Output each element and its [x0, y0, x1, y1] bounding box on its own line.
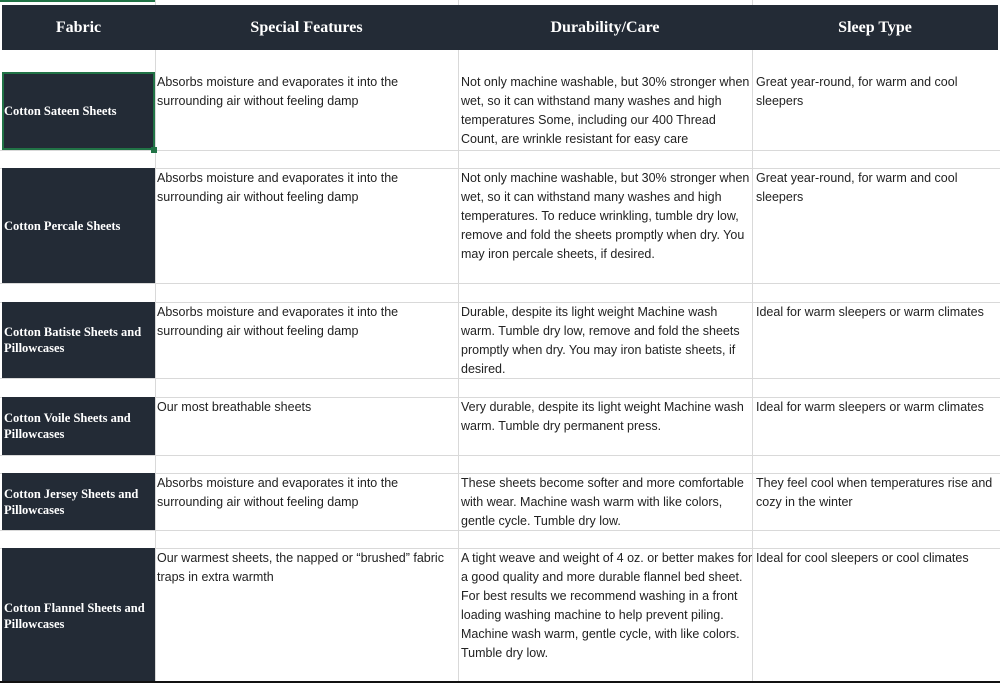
- features-cell[interactable]: Our most breathable sheets: [157, 400, 312, 414]
- table-row: [0, 302, 1000, 378]
- fill-handle[interactable]: [151, 147, 157, 153]
- table-row: [0, 168, 1000, 283]
- table-row: [0, 473, 1000, 530]
- header-sleep-type[interactable]: Sleep Type: [838, 19, 912, 36]
- sleep-cell[interactable]: They feel cool when temperatures rise and cozy in the winter: [756, 476, 993, 509]
- header-durability-care[interactable]: Durability/Care: [550, 19, 660, 36]
- sleep-cell[interactable]: Ideal for warm sleepers or warm climates: [756, 305, 984, 319]
- fabric-cell[interactable]: Cotton Percale Sheets: [2, 168, 155, 283]
- table-row: [0, 397, 1000, 455]
- care-cell[interactable]: Very durable, despite its light weight Machine wash warm. Tumble dry permanent press.: [461, 400, 744, 433]
- fabric-cell[interactable]: Cotton Batiste Sheets and Pillowcases: [2, 302, 155, 378]
- features-cell[interactable]: Absorbs moisture and evaporates it into the surrounding air without feeling damp: [157, 476, 399, 509]
- header-special-features[interactable]: Special Features: [250, 19, 363, 36]
- care-cell[interactable]: Durable, despite its light weight Machine wash warm. Tumble dry low, remove and fold the sheets promptly when dry. You may iron batiste sheets, if desired.: [461, 305, 740, 376]
- sleep-cell[interactable]: Great year-round, for warm and cool sleepers: [756, 171, 958, 204]
- care-cell[interactable]: Not only machine washable, but 30% stronger when wet, so it can withstand many washes and high temperatures Some, including our 400 Thread Count, are wrinkle resistant for easy care: [461, 75, 750, 146]
- sleep-cell[interactable]: Ideal for warm sleepers or warm climates: [756, 400, 984, 414]
- fabric-cell[interactable]: Cotton Flannel Sheets and Pillowcases: [2, 548, 155, 683]
- gridline: [0, 455, 1000, 456]
- fabric-cell[interactable]: Cotton Sateen Sheets: [2, 72, 155, 150]
- features-cell[interactable]: Our warmest sheets, the napped or “brushed” fabric traps in extra warmth: [157, 551, 444, 584]
- care-cell[interactable]: A tight weave and weight of 4 oz. or better makes for a good quality and more durable flannel bed sheet. For best results we recommend washing in a front loading washing machine to help prevent piling. Machine wash warm, gentle cycle, with like colors. Tumble dry low.: [461, 551, 753, 660]
- features-cell[interactable]: Absorbs moisture and evaporates it into the surrounding air without feeling damp: [157, 171, 399, 204]
- features-cell[interactable]: Absorbs moisture and evaporates it into the surrounding air without feeling damp: [157, 75, 399, 108]
- table-row: [0, 72, 1000, 150]
- header-fabric[interactable]: Fabric: [55, 19, 102, 36]
- care-cell[interactable]: Not only machine washable, but 30% stronger when wet, so it can withstand many washes and high temperatures. To reduce wrinkling, tumble dry low, remove and fold the sheets promptly when dry. You may iron percale sheets, if desired.: [461, 171, 750, 261]
- features-cell[interactable]: Absorbs moisture and evaporates it into the surrounding air without feeling damp: [157, 305, 399, 338]
- fabric-cell[interactable]: Cotton Jersey Sheets and Pillowcases: [2, 473, 155, 530]
- selection-edge: [0, 0, 155, 2]
- sleep-cell[interactable]: Ideal for cool sleepers or cool climates: [756, 551, 969, 565]
- fabric-cell[interactable]: Cotton Voile Sheets and Pillowcases: [2, 397, 155, 455]
- table-row: [0, 548, 1000, 683]
- gridline: [0, 283, 1000, 284]
- care-cell[interactable]: These sheets become softer and more comfortable with wear. Machine wash warm with like colors, gentle cycle. Tumble dry low.: [461, 476, 744, 528]
- gridline: [0, 150, 1000, 151]
- table-header: [2, 5, 998, 50]
- sleep-cell[interactable]: Great year-round, for warm and cool sleepers: [756, 75, 958, 108]
